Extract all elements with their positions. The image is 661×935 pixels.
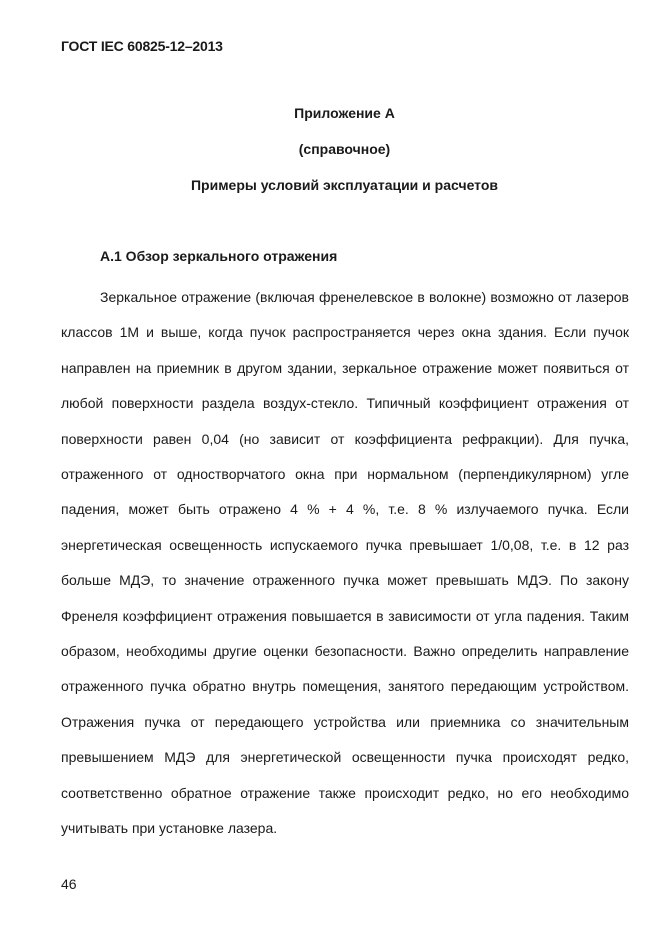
annex-subtitle: Примеры условий эксплуатации и расчетов	[190, 177, 498, 193]
section-paragraph: Зеркальное отражение (включая френелевское в волокне) возможно от лазеров классов 1М и выше, когда пучок распространяется через окна здания. Если пучок направлен на приемник в другом здании, зеркальное отражение может появиться от любой поверхности раздела воздух-стекло. Типичный коэффициент отражения от поверхности равен 0,04 (но зависит от коэффициента рефракции). Для пучка, отраженного от одностворчатого окна при нормальном (перпендикулярном) угле падения, может быть отражено 4 % + 4 %, т.е. 8 % излучаемого пучка. Если энергетическая освещенность испускаемого пучка превышает 1/0,08, т.е. в 12 раз больше МДЭ, то значение отраженного пучка может превышать МДЭ. По закону Френеля коэффициент отражения повышается в зависимости от угла падения. Таким образом, необходимы другие оценки безопасности. Важно определить направление отраженного пучка обратно внутрь помещения, занятого передающим устройством. Отражения пучка от передающего устройства или приемника со значительным превышением МДЭ для энергетической освещенности пучка происходят редко, соответственно обратное отражение также происходит редко, но его необходимо учитывать при установке лазера.	[61, 289, 629, 837]
standard-header: ГОСТ IEC 60825-12–2013	[61, 38, 223, 54]
page-number: 46	[61, 876, 77, 892]
annex-kind: (справочное)	[298, 141, 391, 157]
annex-title: Приложение А	[294, 105, 395, 121]
section-heading: А.1 Обзор зеркального отражения	[100, 248, 338, 264]
